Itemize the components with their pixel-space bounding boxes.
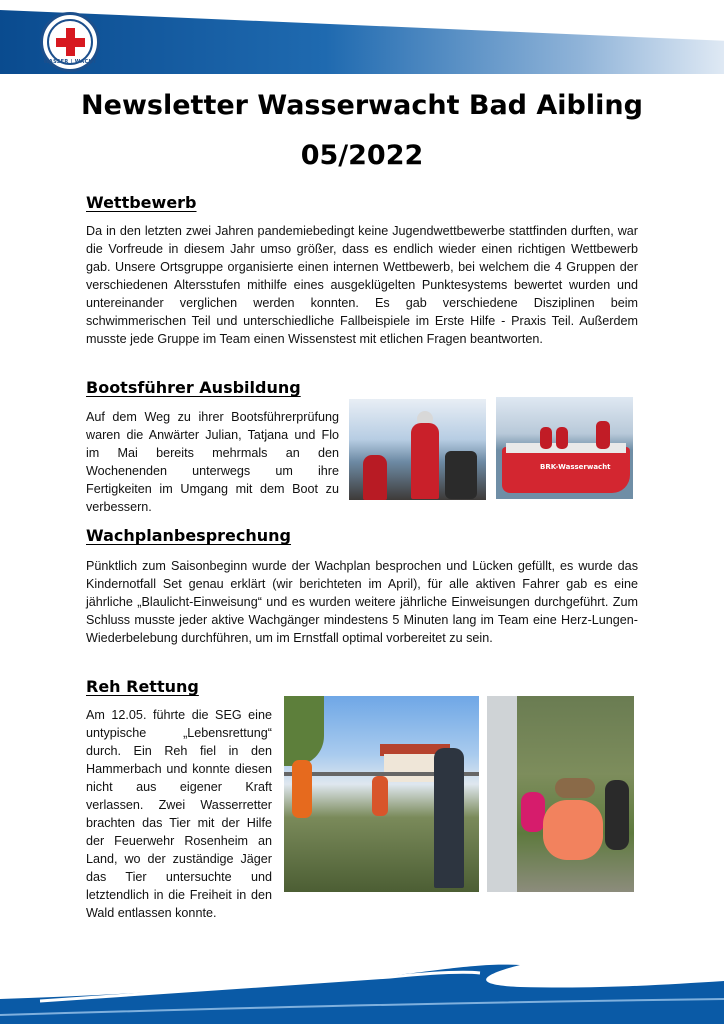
photo-deer-rescue-team — [284, 696, 479, 892]
photo-rescue-boat — [496, 397, 633, 499]
photo-deer-on-land — [487, 696, 634, 892]
rescuer-figure — [543, 800, 603, 860]
rescuer-figure — [411, 423, 439, 499]
heading-bootsfuehrer: Bootsführer Ausbildung — [86, 378, 301, 397]
crew-figure — [540, 427, 552, 449]
boat-hull-lettering: BRK-Wasserwacht — [540, 463, 611, 471]
newsletter-title: Newsletter Wasserwacht Bad Aibling — [81, 90, 643, 121]
heading-reh-rettung: Reh Rettung — [86, 677, 199, 696]
wasserwacht-logo — [40, 12, 100, 72]
text-wettbewerb: Da in den letzten zwei Jahren pandemiebedingt keine Jugendwettbewerbe stattfinden durften, war die Vorfreude in diesem Jahr umso größer, dass es endlich wieder einen richtigen Wettbewerb gab. Unsere Ortsgruppe organisierte einen internen Wettbewerb, bei welchem die 4 Gruppen der verschiedenen Altersstufen mithilfe eines ausgeklügelten Punktesystems bewertet wurden und untereinander verglichen werden konnten. Es gab verschiedene Disziplinen beim schwimmerischen Teil und unterschiedliche Fallbeispiele im Erste Hilfe - Praxis Teil. Außerdem musste jede Gruppe im Team einen Wissenstest mit etlichen Fragen beantworten. — [86, 224, 638, 346]
heading-wettbewerb: Wettbewerb — [86, 193, 197, 212]
wall-shape — [487, 696, 517, 892]
tree-shape — [284, 696, 324, 766]
hunter-figure — [434, 748, 464, 888]
rescuer-figure — [363, 455, 387, 500]
deer-shape — [555, 778, 595, 798]
photo-boat-training-crew — [349, 399, 486, 500]
rescuer-figure — [521, 792, 545, 832]
rescuer-figure — [292, 760, 312, 818]
heading-wachplan: Wachplanbesprechung — [86, 526, 292, 545]
text-reh-rettung: Am 12.05. führte die SEG eine untypische „Lebensrettung“ durch. Ein Reh fiel in den Hammerbach und konnte diesen nicht aus eigener Kraft verlassen. Zwei Wasserretter brachten das Tier mit der Hilfe der Feuerwehr Rosenheim an Land, wo der zuständige Jäger das Tier untersuchte und letztendlich in die Freiheit in den Wald entlassen konnte. — [86, 708, 272, 920]
footer-wave-graphic — [0, 955, 724, 1024]
boat-console — [445, 451, 477, 499]
text-bootsfuehrer: Auf dem Weg zu ihrer Bootsführerprüfung waren die Anwärter Julian, Tatjana und Flo im Mai bereits mehrmals an den Wochenenden unterwegs um ihre Fertigkeiten im Umgang mit dem Boot zu verbessern. — [86, 410, 339, 514]
crew-figure — [556, 427, 568, 449]
red-cross-icon-bar — [56, 38, 85, 47]
crew-figure — [596, 421, 610, 449]
text-wachplan: Pünktlich zum Saisonbeginn wurde der Wachplan besprochen und Lücken gefüllt, es wurde das Kindernotfall Set genau erklärt (wir berichteten im April), für alle aktiven Fahrer gab es eine jährliche „Blaulicht-Einweisung“ und es wurden weitere jährliche Einweisungen durchgeführt. Zum Schluss musste jeder aktive Wachgänger mindestens 5 Minuten lang im Team eine Herz-Lungen-Wiederbelebung durchführen, um im Ernstfall optimal vorbereitet zu sein. — [86, 559, 638, 645]
firefighter-figure — [372, 776, 388, 816]
header-band — [0, 10, 724, 74]
rescuer-figure — [605, 780, 629, 850]
logo-text: WASSER | WACHT — [43, 59, 97, 65]
newsletter-issue: 05/2022 — [300, 140, 424, 171]
